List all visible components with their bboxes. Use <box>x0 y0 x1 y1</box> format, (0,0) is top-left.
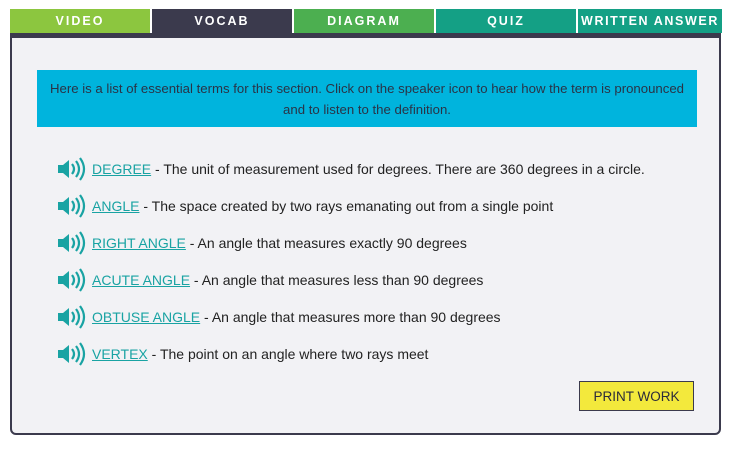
list-item <box>56 150 696 187</box>
list-item <box>56 187 696 224</box>
list-item <box>56 224 696 261</box>
term-definition: - An angle that measures more than 90 degrees <box>200 308 501 325</box>
term-link[interactable]: VERTEX <box>92 345 148 362</box>
term-definition: - An angle that measures exactly 90 degrees <box>185 234 467 251</box>
list-item <box>56 335 696 372</box>
tab-vocab[interactable] <box>152 9 292 33</box>
list-item <box>56 298 696 335</box>
term-definition: - The point on an angle where two rays meet <box>147 345 429 362</box>
speaker-icon[interactable] <box>56 156 86 182</box>
term-definition: - The space created by two rays emanating out from a single point <box>139 197 554 214</box>
term-link[interactable]: OBTUSE ANGLE <box>92 308 201 325</box>
tab-vocab-label: VOCAB <box>194 14 250 28</box>
term-link[interactable]: DEGREE <box>92 160 152 177</box>
vocab-panel <box>10 33 721 435</box>
tab-quiz[interactable]: QUIZ <box>436 9 576 33</box>
speaker-icon[interactable] <box>56 341 86 367</box>
speaker-icon[interactable] <box>56 193 86 219</box>
tab-written-answer[interactable]: WRITTEN ANSWER <box>578 9 722 33</box>
term-link[interactable]: ANGLE <box>92 197 140 214</box>
term-link[interactable]: RIGHT ANGLE <box>92 234 186 251</box>
speaker-icon[interactable] <box>56 267 86 293</box>
speaker-icon[interactable] <box>56 230 86 256</box>
intro-banner: Here is a list of essential terms for this section. Click on the speaker icon to hear how the term is pronounced and to listen to the definition. <box>37 70 697 127</box>
tab-diagram[interactable]: DIAGRAM <box>294 9 434 33</box>
print-work-button[interactable]: PRINT WORK <box>579 381 694 411</box>
term-link[interactable]: ACUTE ANGLE <box>92 271 191 288</box>
term-definition: - The unit of measurement used for degrees. There are 360 degrees in a circle. <box>151 160 645 177</box>
term-list <box>56 150 696 372</box>
tab-video[interactable]: VIDEO <box>10 9 150 33</box>
tab-bar <box>10 9 722 33</box>
list-item <box>56 261 696 298</box>
speaker-icon[interactable] <box>56 304 86 330</box>
term-definition: - An angle that measures less than 90 degrees <box>190 271 484 288</box>
